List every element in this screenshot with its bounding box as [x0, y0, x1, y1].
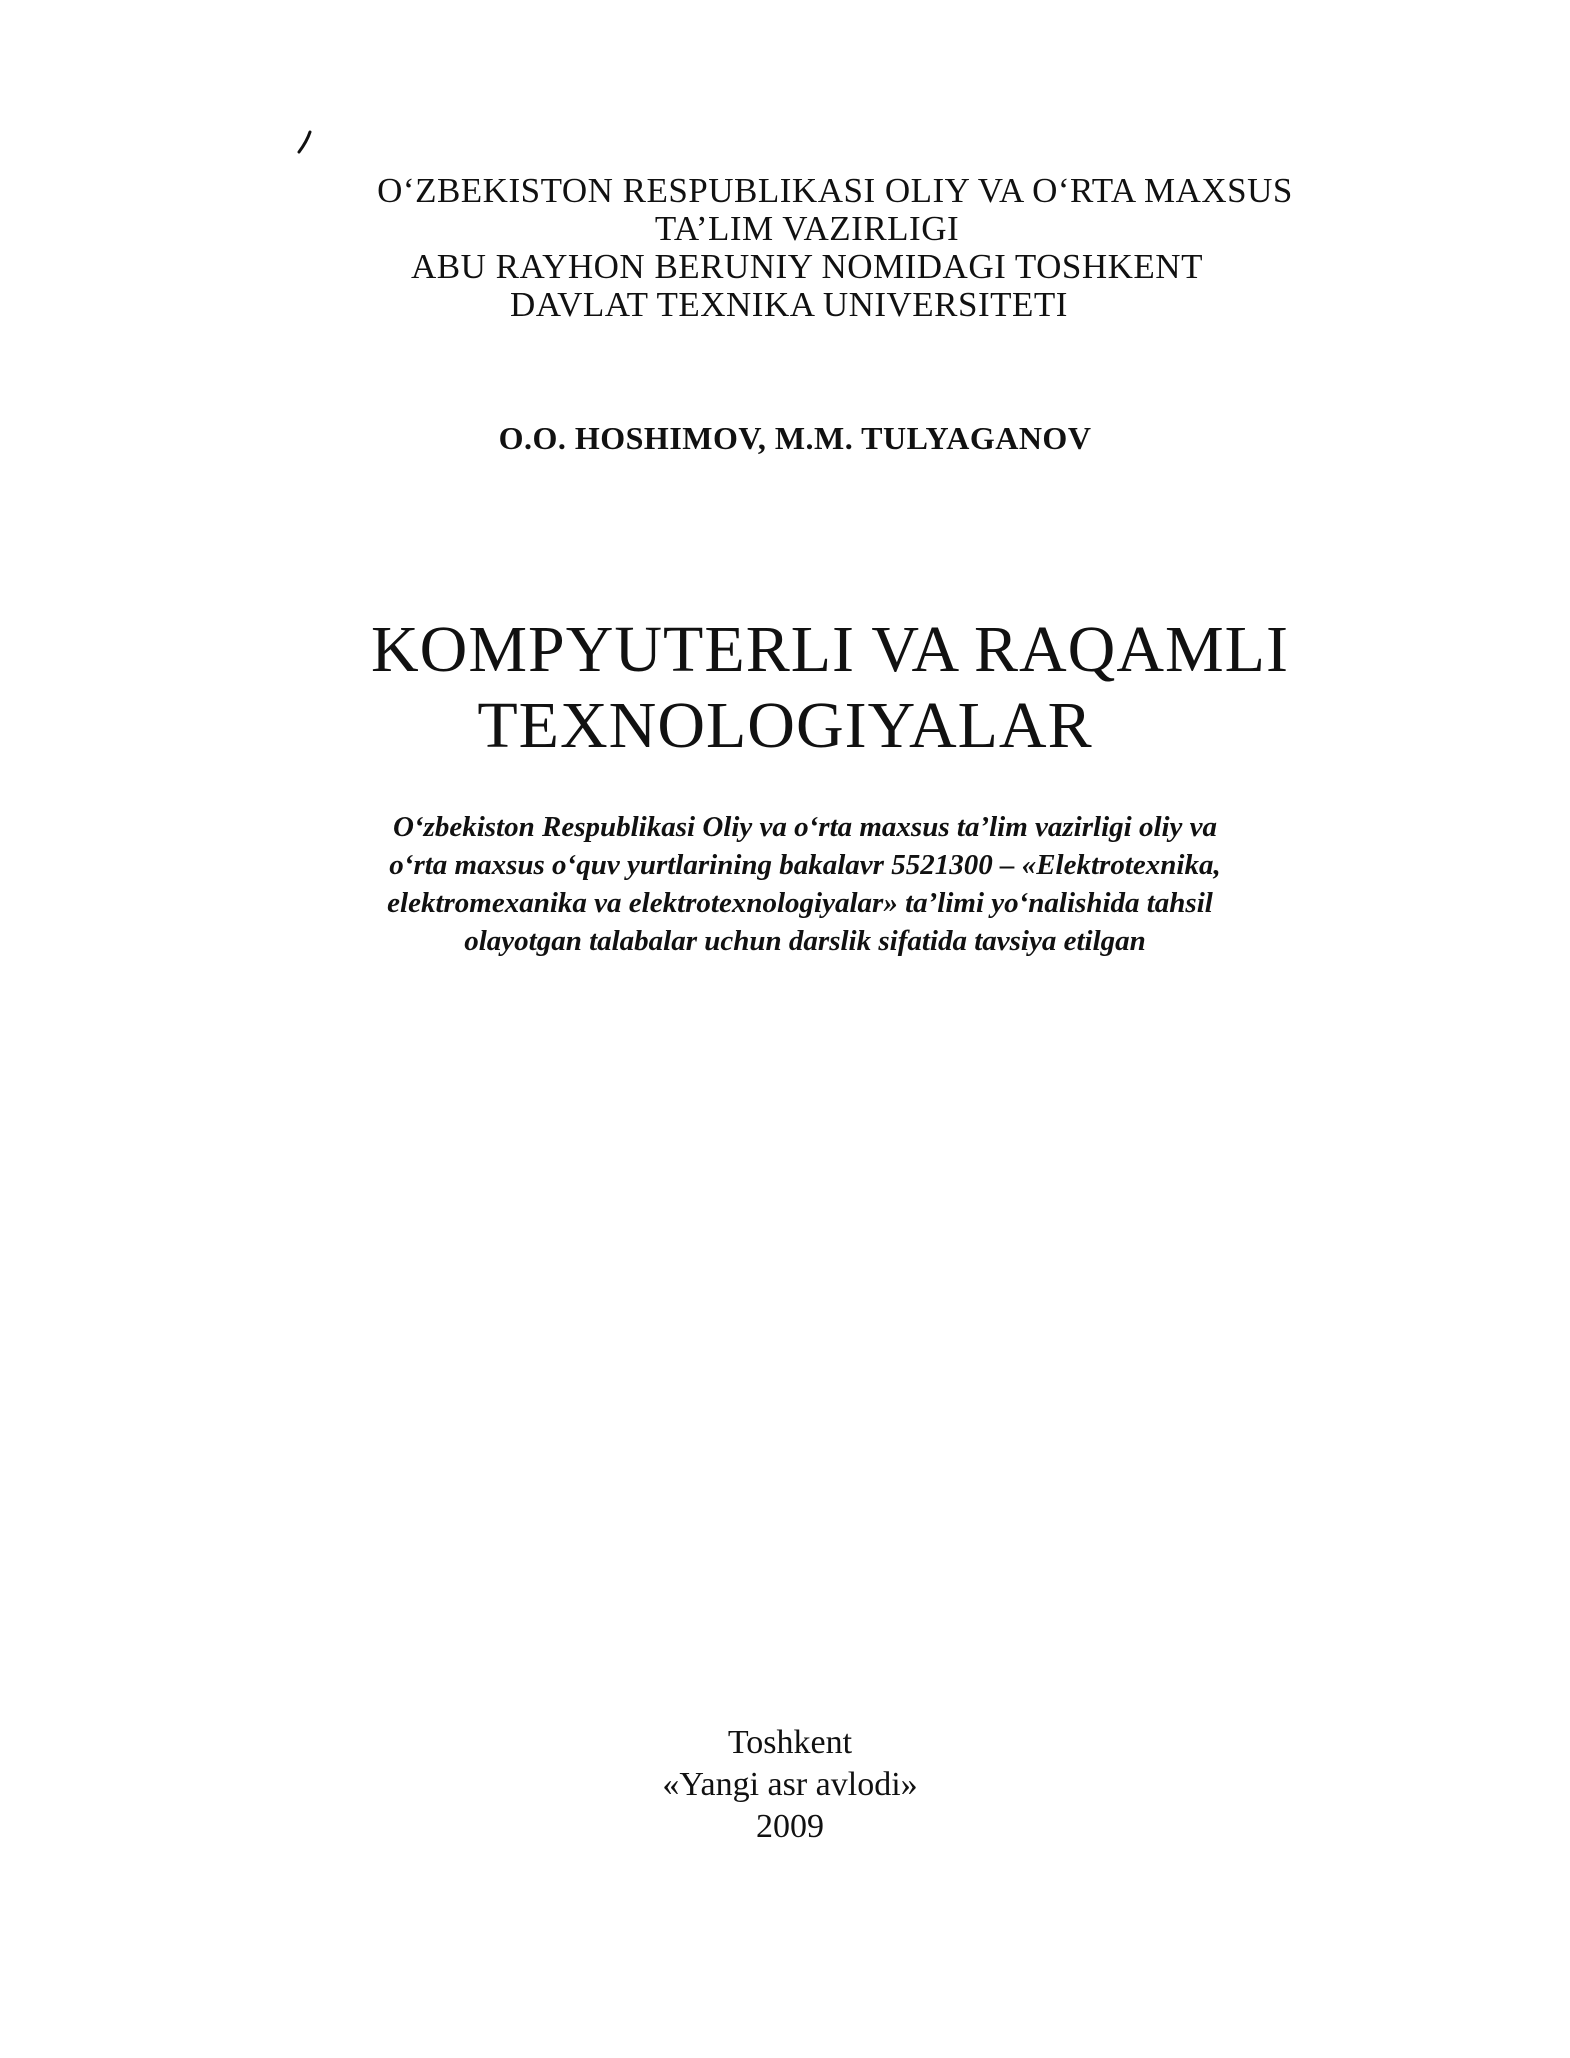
approval-line-1: O‘zbekiston Respublikasi Oliy va o‘rta maxsus ta’lim vazirligi oliy va — [392, 811, 1218, 843]
approval-line-3: elektromexanika va elektrotexnologiyalar» ta’limi yo‘nalishida tahsil — [387, 887, 1213, 919]
authors: O.O. HOSHIMOV, M.M. TULYAGANOV — [498, 420, 1092, 456]
ink-mark — [296, 130, 314, 156]
ministry-header — [0, 172, 1570, 324]
approval-line-4: olayotgan talabalar uchun darslik sifatida tavsiya etilgan — [464, 925, 1146, 957]
book-title — [0, 612, 1570, 764]
ministry-line-4: DAVLAT TEXNIKA UNIVERSITETI — [510, 285, 1068, 324]
ministry-line-3: ABU RAYHON BERUNIY NOMIDAGI TOSHKENT — [411, 247, 1203, 286]
approval-line-2: o‘rta maxsus o‘quv yurtlarining bakalavr 5521300 – «Elektrotexnika, — [389, 849, 1221, 881]
imprint-publisher: «Yangi asr avlodi» — [662, 1766, 918, 1803]
imprint — [0, 1722, 1570, 1848]
imprint-city: Toshkent — [727, 1724, 853, 1761]
ministry-line-1: O‘ZBEKISTON RESPUBLIKASI OLIY VA O‘RTA MAXSUS — [377, 171, 1293, 210]
book-title-line-1: KOMPYUTERLI VA RAQAMLI — [371, 613, 1289, 686]
imprint-year: 2009 — [756, 1808, 824, 1845]
approval-note — [0, 808, 1570, 960]
book-title-line-2: TEXNOLOGIYALAR — [477, 689, 1093, 762]
ministry-line-2: TA’LIM VAZIRLIGI — [654, 209, 960, 248]
